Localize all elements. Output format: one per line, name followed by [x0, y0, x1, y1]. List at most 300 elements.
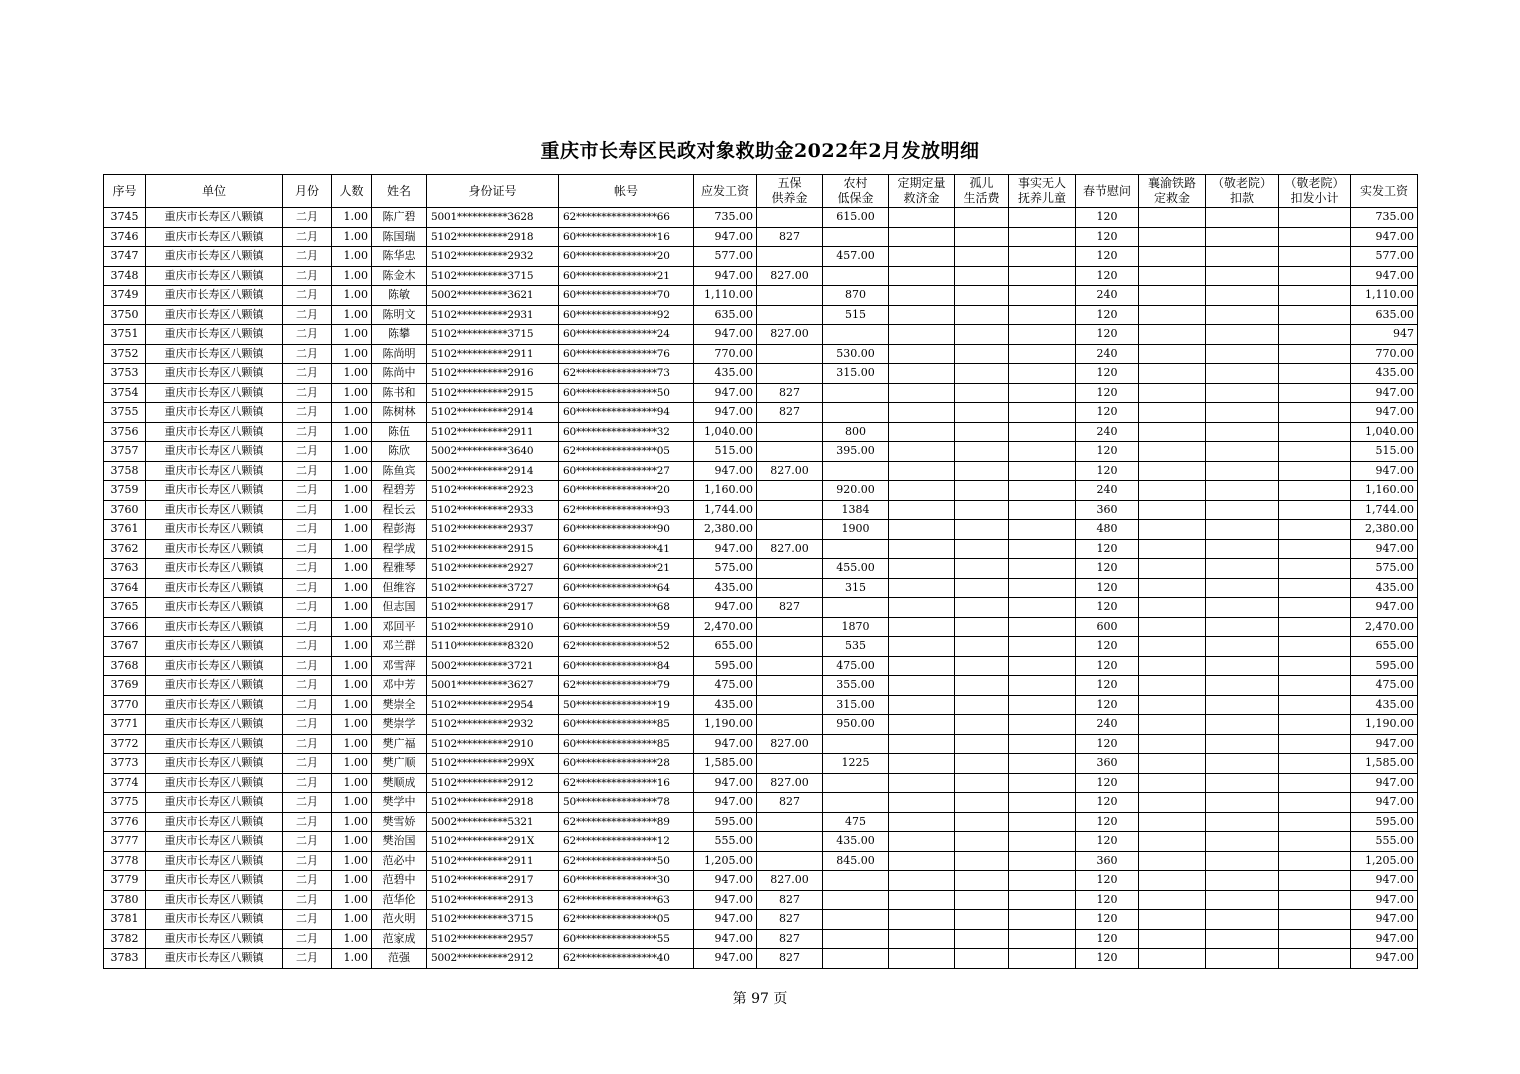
cell-spring-festival: 120 [1076, 695, 1139, 715]
table-row [104, 871, 1418, 891]
cell-id-number: 5002**********2914 [427, 461, 559, 481]
cell-five-guarantee: 827.00 [757, 871, 823, 891]
cell-unsupported-child [1009, 539, 1076, 559]
cell-fixed-relief [889, 793, 955, 813]
cell-rural-dibao: 615.00 [823, 208, 889, 228]
cell-account: 60****************20 [559, 481, 694, 501]
header-unsupported-child: 事实无人 抚养儿童 [1009, 175, 1076, 208]
cell-railway-relief [1139, 305, 1206, 325]
cell-orphan-allowance [955, 832, 1009, 852]
table-row [104, 676, 1418, 696]
cell-nursing-deduction [1206, 208, 1279, 228]
cell-account: 62****************16 [559, 773, 694, 793]
cell-unit: 重庆市长寿区八颗镇 [146, 559, 283, 579]
cell-unsupported-child [1009, 500, 1076, 520]
cell-count: 1.00 [332, 910, 372, 930]
cell-fixed-relief [889, 383, 955, 403]
cell-nursing-subtotal [1279, 832, 1351, 852]
cell-five-guarantee: 827 [757, 910, 823, 930]
cell-gross-pay: 735.00 [694, 208, 757, 228]
cell-railway-relief [1139, 520, 1206, 540]
cell-gross-pay: 595.00 [694, 812, 757, 832]
cell-nursing-deduction [1206, 851, 1279, 871]
cell-unit: 重庆市长寿区八颗镇 [146, 539, 283, 559]
cell-count: 1.00 [332, 812, 372, 832]
cell-seq: 3781 [104, 910, 146, 930]
cell-gross-pay: 947.00 [694, 793, 757, 813]
cell-net-pay: 770.00 [1351, 344, 1418, 364]
cell-spring-festival: 240 [1076, 481, 1139, 501]
cell-account: 60****************41 [559, 539, 694, 559]
cell-nursing-deduction [1206, 559, 1279, 579]
cell-unit: 重庆市长寿区八颗镇 [146, 481, 283, 501]
cell-account: 60****************85 [559, 734, 694, 754]
relief-fund-table [103, 174, 1418, 969]
cell-net-pay: 735.00 [1351, 208, 1418, 228]
cell-id-number: 5102**********2912 [427, 773, 559, 793]
cell-nursing-deduction [1206, 403, 1279, 423]
cell-name: 樊雪娇 [372, 812, 427, 832]
cell-nursing-subtotal [1279, 422, 1351, 442]
cell-five-guarantee: 827 [757, 403, 823, 423]
cell-month: 二月 [283, 598, 332, 618]
cell-id-number: 5110**********8320 [427, 637, 559, 657]
cell-spring-festival: 120 [1076, 598, 1139, 618]
cell-name: 樊崇学 [372, 715, 427, 735]
cell-railway-relief [1139, 793, 1206, 813]
cell-orphan-allowance [955, 559, 1009, 579]
cell-count: 1.00 [332, 481, 372, 501]
cell-month: 二月 [283, 539, 332, 559]
cell-rural-dibao: 845.00 [823, 851, 889, 871]
cell-unit: 重庆市长寿区八颗镇 [146, 949, 283, 969]
cell-gross-pay: 595.00 [694, 656, 757, 676]
cell-five-guarantee [757, 656, 823, 676]
cell-name: 但志国 [372, 598, 427, 618]
cell-account: 62****************63 [559, 890, 694, 910]
cell-nursing-subtotal [1279, 851, 1351, 871]
table-row [104, 403, 1418, 423]
cell-nursing-deduction [1206, 247, 1279, 267]
cell-unsupported-child [1009, 949, 1076, 969]
cell-count: 1.00 [332, 832, 372, 852]
cell-name: 范碧中 [372, 871, 427, 891]
cell-orphan-allowance [955, 734, 1009, 754]
cell-fixed-relief [889, 266, 955, 286]
table-row [104, 773, 1418, 793]
cell-fixed-relief [889, 539, 955, 559]
table-row [104, 461, 1418, 481]
cell-seq: 3765 [104, 598, 146, 618]
cell-railway-relief [1139, 734, 1206, 754]
cell-orphan-allowance [955, 266, 1009, 286]
header-rural-dibao: 农村 低保金 [823, 175, 889, 208]
header-unit: 单位 [146, 175, 283, 208]
cell-month: 二月 [283, 481, 332, 501]
cell-five-guarantee: 827.00 [757, 461, 823, 481]
cell-orphan-allowance [955, 676, 1009, 696]
cell-railway-relief [1139, 695, 1206, 715]
cell-five-guarantee: 827.00 [757, 734, 823, 754]
cell-fixed-relief [889, 481, 955, 501]
cell-id-number: 5102**********2954 [427, 695, 559, 715]
cell-id-number: 5102**********291X [427, 832, 559, 852]
cell-gross-pay: 947.00 [694, 929, 757, 949]
cell-id-number: 5102**********2931 [427, 305, 559, 325]
cell-railway-relief [1139, 851, 1206, 871]
cell-net-pay: 947.00 [1351, 793, 1418, 813]
cell-seq: 3766 [104, 617, 146, 637]
cell-gross-pay: 947.00 [694, 910, 757, 930]
cell-nursing-subtotal [1279, 793, 1351, 813]
cell-net-pay: 947.00 [1351, 403, 1418, 423]
cell-orphan-allowance [955, 247, 1009, 267]
table-row [104, 890, 1418, 910]
cell-fixed-relief [889, 422, 955, 442]
cell-name: 陈敏 [372, 286, 427, 306]
cell-fixed-relief [889, 949, 955, 969]
cell-rural-dibao [823, 383, 889, 403]
table-row [104, 286, 1418, 306]
cell-five-guarantee [757, 812, 823, 832]
cell-unit: 重庆市长寿区八颗镇 [146, 715, 283, 735]
cell-rural-dibao [823, 773, 889, 793]
cell-count: 1.00 [332, 364, 372, 384]
cell-orphan-allowance [955, 890, 1009, 910]
cell-orphan-allowance [955, 208, 1009, 228]
cell-unsupported-child [1009, 344, 1076, 364]
table-row [104, 383, 1418, 403]
table-row [104, 247, 1418, 267]
cell-month: 二月 [283, 403, 332, 423]
cell-id-number: 5102**********2917 [427, 598, 559, 618]
cell-name: 范火明 [372, 910, 427, 930]
cell-count: 1.00 [332, 617, 372, 637]
cell-unit: 重庆市长寿区八颗镇 [146, 656, 283, 676]
cell-railway-relief [1139, 773, 1206, 793]
cell-unit: 重庆市长寿区八颗镇 [146, 344, 283, 364]
cell-gross-pay: 947.00 [694, 773, 757, 793]
table-row [104, 481, 1418, 501]
cell-fixed-relief [889, 442, 955, 462]
table-row [104, 208, 1418, 228]
cell-gross-pay: 947.00 [694, 227, 757, 247]
cell-nursing-subtotal [1279, 539, 1351, 559]
cell-unsupported-child [1009, 910, 1076, 930]
cell-net-pay: 435.00 [1351, 364, 1418, 384]
cell-orphan-allowance [955, 442, 1009, 462]
cell-month: 二月 [283, 286, 332, 306]
cell-spring-festival: 120 [1076, 773, 1139, 793]
cell-five-guarantee: 827.00 [757, 266, 823, 286]
cell-nursing-subtotal [1279, 305, 1351, 325]
cell-unsupported-child [1009, 481, 1076, 501]
cell-id-number: 5102**********2933 [427, 500, 559, 520]
cell-month: 二月 [283, 695, 332, 715]
cell-rural-dibao: 315 [823, 578, 889, 598]
cell-month: 二月 [283, 715, 332, 735]
cell-id-number: 5002**********3621 [427, 286, 559, 306]
cell-net-pay: 1,160.00 [1351, 481, 1418, 501]
cell-unit: 重庆市长寿区八颗镇 [146, 247, 283, 267]
cell-unit: 重庆市长寿区八颗镇 [146, 266, 283, 286]
cell-account: 60****************92 [559, 305, 694, 325]
cell-gross-pay: 947.00 [694, 266, 757, 286]
cell-seq: 3749 [104, 286, 146, 306]
cell-railway-relief [1139, 676, 1206, 696]
cell-net-pay: 575.00 [1351, 559, 1418, 579]
cell-count: 1.00 [332, 500, 372, 520]
cell-id-number: 5102**********2915 [427, 539, 559, 559]
cell-rural-dibao: 800 [823, 422, 889, 442]
cell-count: 1.00 [332, 793, 372, 813]
cell-spring-festival: 120 [1076, 266, 1139, 286]
cell-net-pay: 947.00 [1351, 227, 1418, 247]
cell-count: 1.00 [332, 851, 372, 871]
header-month: 月份 [283, 175, 332, 208]
cell-unit: 重庆市长寿区八颗镇 [146, 286, 283, 306]
cell-seq: 3774 [104, 773, 146, 793]
cell-fixed-relief [889, 832, 955, 852]
cell-net-pay: 595.00 [1351, 656, 1418, 676]
cell-five-guarantee [757, 286, 823, 306]
cell-account: 60****************94 [559, 403, 694, 423]
cell-seq: 3747 [104, 247, 146, 267]
cell-name: 樊广顺 [372, 754, 427, 774]
cell-rural-dibao: 1870 [823, 617, 889, 637]
cell-gross-pay: 515.00 [694, 442, 757, 462]
cell-seq: 3758 [104, 461, 146, 481]
cell-seq: 3748 [104, 266, 146, 286]
cell-rural-dibao: 315.00 [823, 695, 889, 715]
cell-unit: 重庆市长寿区八颗镇 [146, 929, 283, 949]
cell-rural-dibao [823, 734, 889, 754]
cell-id-number: 5102**********2915 [427, 383, 559, 403]
cell-five-guarantee [757, 422, 823, 442]
cell-month: 二月 [283, 617, 332, 637]
cell-spring-festival: 120 [1076, 812, 1139, 832]
cell-fixed-relief [889, 851, 955, 871]
cell-nursing-subtotal [1279, 325, 1351, 345]
cell-name: 陈欣 [372, 442, 427, 462]
cell-id-number: 5102**********2910 [427, 734, 559, 754]
cell-five-guarantee [757, 617, 823, 637]
cell-gross-pay: 1,190.00 [694, 715, 757, 735]
cell-count: 1.00 [332, 403, 372, 423]
cell-id-number: 5102**********299X [427, 754, 559, 774]
cell-spring-festival: 240 [1076, 344, 1139, 364]
cell-unsupported-child [1009, 851, 1076, 871]
cell-unit: 重庆市长寿区八颗镇 [146, 851, 283, 871]
cell-id-number: 5102**********2918 [427, 227, 559, 247]
cell-account: 62****************12 [559, 832, 694, 852]
cell-gross-pay: 435.00 [694, 578, 757, 598]
cell-month: 二月 [283, 305, 332, 325]
cell-account: 60****************50 [559, 383, 694, 403]
cell-net-pay: 947.00 [1351, 773, 1418, 793]
header-id-number: 身份证号 [427, 175, 559, 208]
cell-gross-pay: 475.00 [694, 676, 757, 696]
cell-nursing-subtotal [1279, 871, 1351, 891]
cell-account: 62****************40 [559, 949, 694, 969]
cell-unit: 重庆市长寿区八颗镇 [146, 422, 283, 442]
cell-fixed-relief [889, 403, 955, 423]
cell-fixed-relief [889, 208, 955, 228]
cell-month: 二月 [283, 559, 332, 579]
cell-account: 50****************19 [559, 695, 694, 715]
cell-nursing-subtotal [1279, 481, 1351, 501]
cell-gross-pay: 2,470.00 [694, 617, 757, 637]
cell-count: 1.00 [332, 461, 372, 481]
cell-railway-relief [1139, 461, 1206, 481]
table-row [104, 364, 1418, 384]
cell-five-guarantee: 827 [757, 793, 823, 813]
cell-net-pay: 947.00 [1351, 383, 1418, 403]
cell-month: 二月 [283, 812, 332, 832]
cell-nursing-subtotal [1279, 383, 1351, 403]
cell-account: 60****************28 [559, 754, 694, 774]
cell-nursing-subtotal [1279, 890, 1351, 910]
cell-fixed-relief [889, 461, 955, 481]
cell-spring-festival: 120 [1076, 910, 1139, 930]
cell-fixed-relief [889, 305, 955, 325]
cell-unit: 重庆市长寿区八颗镇 [146, 695, 283, 715]
cell-id-number: 5002**********5321 [427, 812, 559, 832]
table-row [104, 442, 1418, 462]
cell-net-pay: 2,470.00 [1351, 617, 1418, 637]
cell-orphan-allowance [955, 403, 1009, 423]
cell-railway-relief [1139, 871, 1206, 891]
cell-seq: 3756 [104, 422, 146, 442]
cell-gross-pay: 947.00 [694, 461, 757, 481]
cell-unit: 重庆市长寿区八颗镇 [146, 812, 283, 832]
cell-name: 樊崇全 [372, 695, 427, 715]
cell-net-pay: 947.00 [1351, 598, 1418, 618]
cell-month: 二月 [283, 832, 332, 852]
cell-unsupported-child [1009, 520, 1076, 540]
cell-fixed-relief [889, 286, 955, 306]
cell-seq: 3783 [104, 949, 146, 969]
cell-five-guarantee: 827.00 [757, 325, 823, 345]
cell-name: 邓兰群 [372, 637, 427, 657]
cell-id-number: 5102**********2911 [427, 422, 559, 442]
cell-account: 62****************89 [559, 812, 694, 832]
cell-railway-relief [1139, 832, 1206, 852]
cell-seq: 3750 [104, 305, 146, 325]
cell-orphan-allowance [955, 344, 1009, 364]
cell-unit: 重庆市长寿区八颗镇 [146, 734, 283, 754]
table-row [104, 539, 1418, 559]
table-row [104, 656, 1418, 676]
cell-account: 60****************32 [559, 422, 694, 442]
cell-five-guarantee [757, 305, 823, 325]
cell-rural-dibao [823, 949, 889, 969]
cell-month: 二月 [283, 461, 332, 481]
cell-seq: 3746 [104, 227, 146, 247]
cell-orphan-allowance [955, 773, 1009, 793]
cell-nursing-subtotal [1279, 695, 1351, 715]
cell-seq: 3777 [104, 832, 146, 852]
cell-fixed-relief [889, 715, 955, 735]
cell-nursing-deduction [1206, 422, 1279, 442]
cell-gross-pay: 1,040.00 [694, 422, 757, 442]
cell-nursing-deduction [1206, 734, 1279, 754]
cell-orphan-allowance [955, 461, 1009, 481]
cell-fixed-relief [889, 617, 955, 637]
table-row [104, 637, 1418, 657]
cell-account: 60****************59 [559, 617, 694, 637]
cell-nursing-deduction [1206, 949, 1279, 969]
cell-seq: 3770 [104, 695, 146, 715]
cell-orphan-allowance [955, 793, 1009, 813]
cell-five-guarantee [757, 520, 823, 540]
cell-net-pay: 947.00 [1351, 910, 1418, 930]
table-row [104, 617, 1418, 637]
table-row [104, 500, 1418, 520]
cell-month: 二月 [283, 637, 332, 657]
cell-five-guarantee [757, 481, 823, 501]
cell-account: 50****************78 [559, 793, 694, 813]
cell-gross-pay: 577.00 [694, 247, 757, 267]
cell-unit: 重庆市长寿区八颗镇 [146, 890, 283, 910]
table-row [104, 266, 1418, 286]
cell-five-guarantee [757, 364, 823, 384]
cell-railway-relief [1139, 383, 1206, 403]
cell-seq: 3759 [104, 481, 146, 501]
cell-spring-festival: 120 [1076, 578, 1139, 598]
cell-account: 62****************93 [559, 500, 694, 520]
cell-five-guarantee [757, 344, 823, 364]
cell-count: 1.00 [332, 734, 372, 754]
cell-unsupported-child [1009, 754, 1076, 774]
cell-unsupported-child [1009, 266, 1076, 286]
table-row [104, 793, 1418, 813]
cell-unsupported-child [1009, 383, 1076, 403]
table-row [104, 812, 1418, 832]
cell-count: 1.00 [332, 422, 372, 442]
cell-orphan-allowance [955, 754, 1009, 774]
header-nursing-deduction: （敬老院） 扣款 [1206, 175, 1279, 208]
cell-name: 陈伍 [372, 422, 427, 442]
cell-nursing-subtotal [1279, 500, 1351, 520]
cell-unsupported-child [1009, 364, 1076, 384]
cell-unsupported-child [1009, 325, 1076, 345]
cell-unit: 重庆市长寿区八颗镇 [146, 403, 283, 423]
cell-nursing-deduction [1206, 442, 1279, 462]
cell-spring-festival: 120 [1076, 637, 1139, 657]
cell-seq: 3760 [104, 500, 146, 520]
cell-railway-relief [1139, 481, 1206, 501]
cell-nursing-subtotal [1279, 442, 1351, 462]
cell-count: 1.00 [332, 890, 372, 910]
cell-name: 陈尚明 [372, 344, 427, 364]
cell-nursing-deduction [1206, 539, 1279, 559]
cell-net-pay: 947 [1351, 325, 1418, 345]
cell-net-pay: 475.00 [1351, 676, 1418, 696]
cell-rural-dibao [823, 598, 889, 618]
cell-unsupported-child [1009, 422, 1076, 442]
cell-id-number: 5001**********3627 [427, 676, 559, 696]
table-row [104, 734, 1418, 754]
cell-spring-festival: 480 [1076, 520, 1139, 540]
cell-name: 程长云 [372, 500, 427, 520]
cell-unit: 重庆市长寿区八颗镇 [146, 461, 283, 481]
cell-nursing-deduction [1206, 656, 1279, 676]
cell-name: 陈金木 [372, 266, 427, 286]
cell-fixed-relief [889, 598, 955, 618]
cell-nursing-subtotal [1279, 598, 1351, 618]
cell-seq: 3753 [104, 364, 146, 384]
